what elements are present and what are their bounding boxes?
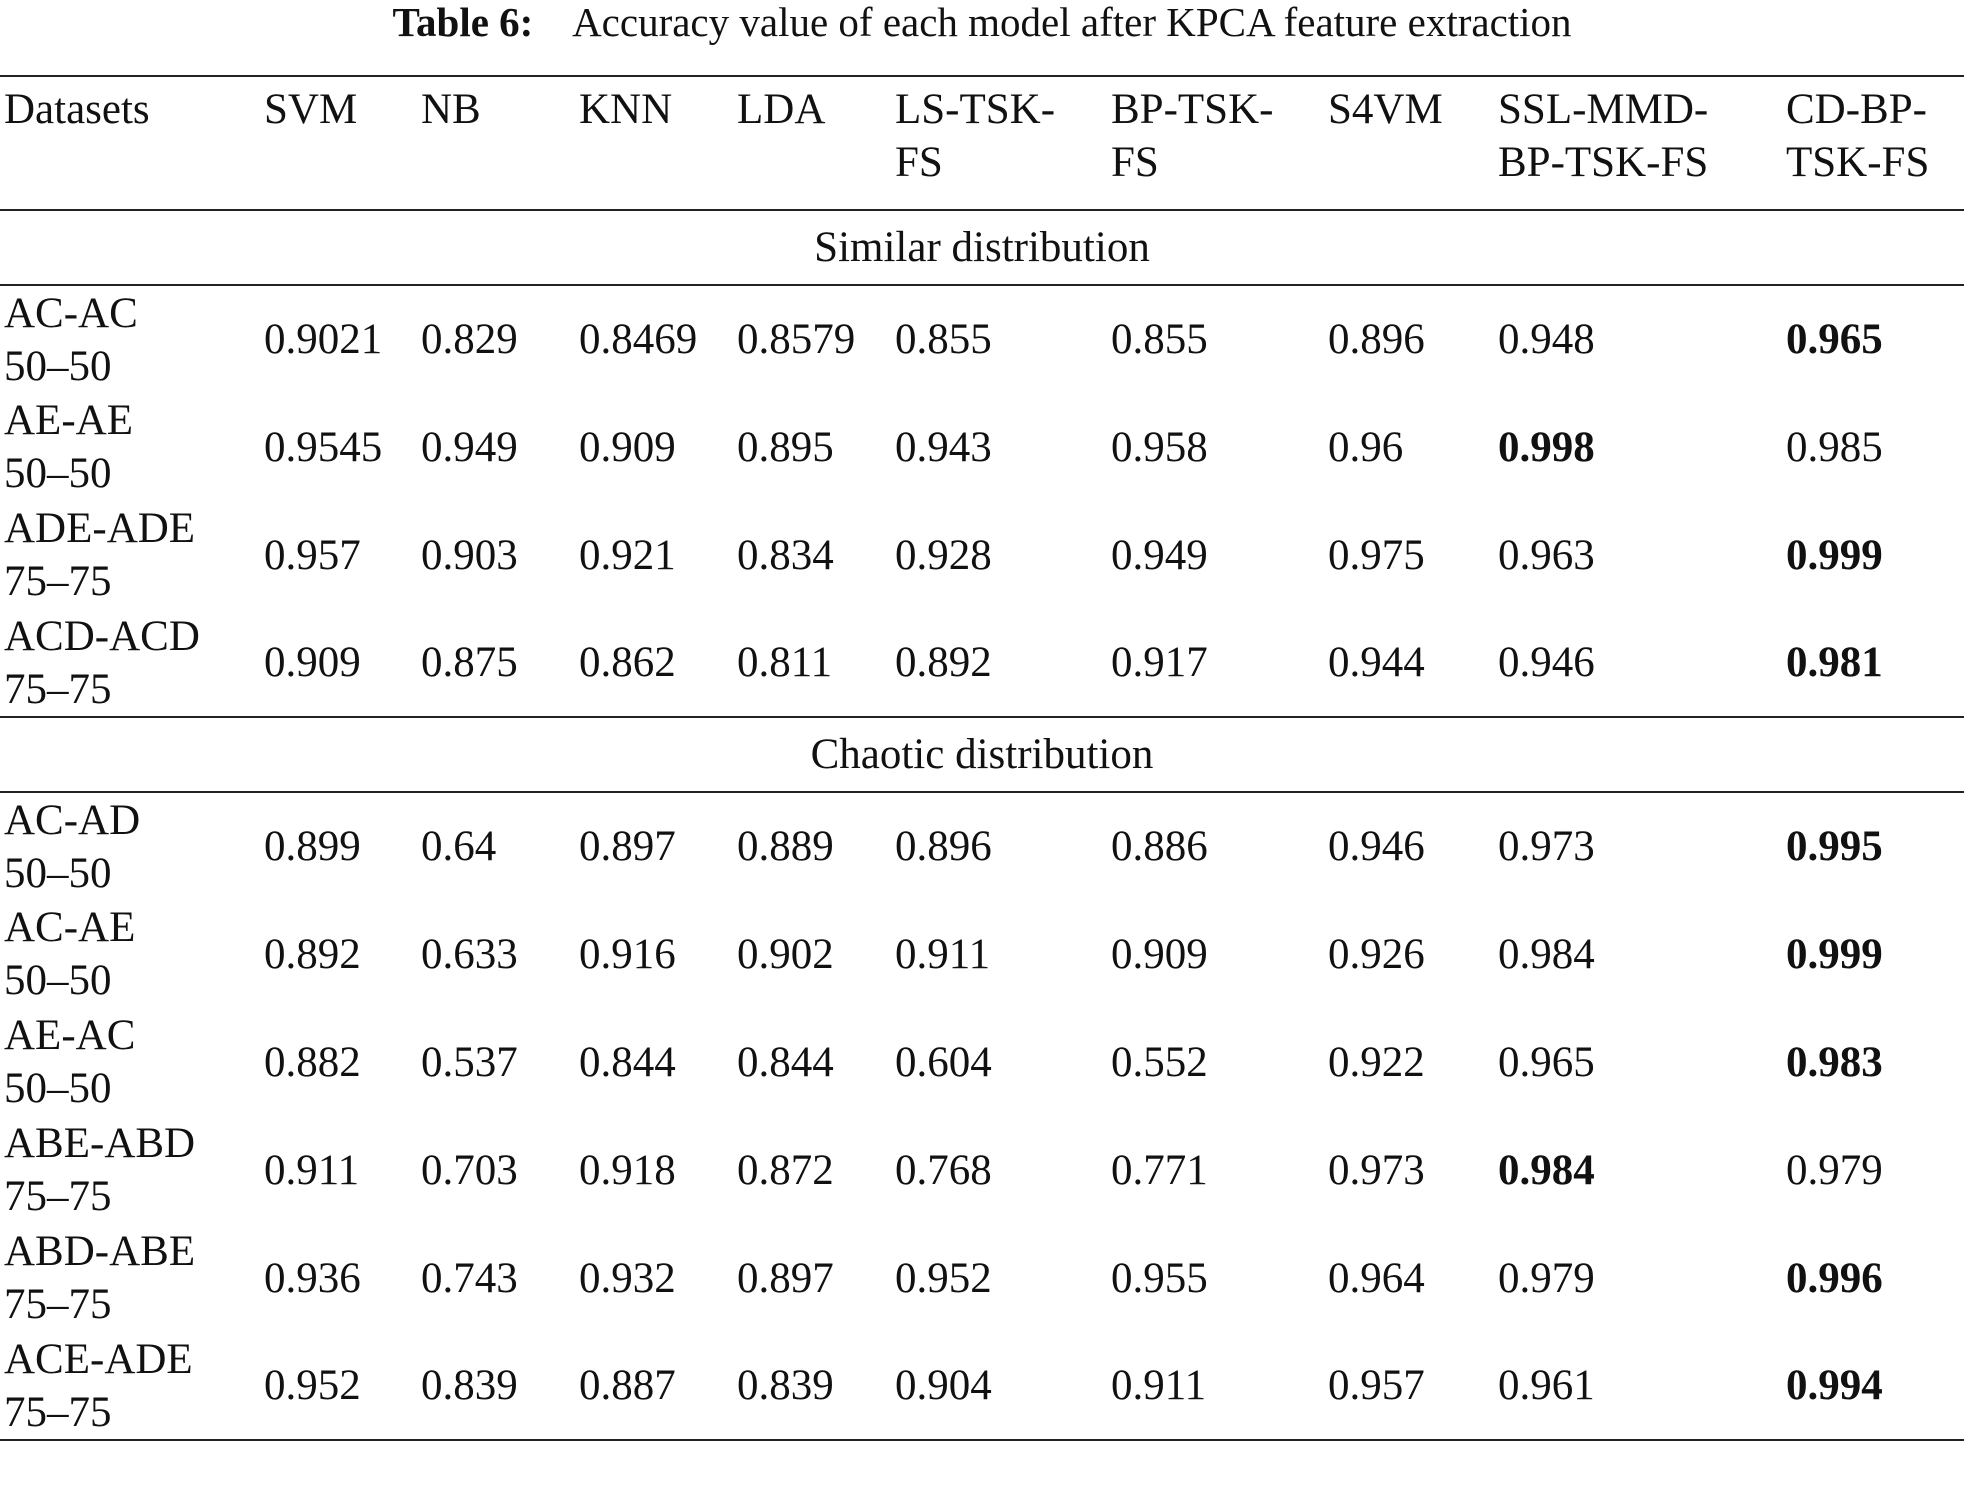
- value-cell: 0.902: [737, 930, 834, 978]
- table-row: [0, 1332, 1964, 1440]
- value-cell: 0.985: [1786, 423, 1883, 471]
- value-cell: 0.979: [1786, 1146, 1883, 1194]
- best-value-cell: 0.996: [1786, 1254, 1883, 1302]
- dataset-cell: [0, 501, 260, 609]
- value-cell: 0.922: [1328, 1038, 1425, 1086]
- dataset-line: 75–75: [4, 1173, 112, 1220]
- value-cell: 0.921: [579, 531, 676, 579]
- table-row: [0, 501, 1964, 609]
- value-cell: 0.537: [421, 1038, 518, 1086]
- value-cell: 0.839: [421, 1362, 518, 1409]
- dataset-line: 50–50: [4, 957, 112, 1004]
- value-cell: 0.911: [264, 1146, 360, 1194]
- value-cell: 0.872: [737, 1146, 834, 1194]
- value-cell: 0.984: [1498, 930, 1595, 978]
- value-cell: 0.9545: [264, 423, 383, 471]
- best-value-cell: 0.994: [1786, 1362, 1883, 1409]
- dataset-line: ACE-ADE: [4, 1335, 193, 1383]
- value-cell: 0.957: [1328, 1362, 1425, 1409]
- table-header: [0, 76, 1964, 210]
- dataset-line: 75–75: [4, 558, 112, 605]
- value-cell: 0.895: [737, 423, 834, 471]
- value-cell: 0.975: [1328, 531, 1425, 579]
- table-row: [0, 1116, 1964, 1224]
- value-cell: 0.903: [421, 531, 518, 579]
- table-row: [0, 792, 1964, 900]
- table-row: [0, 1224, 1964, 1332]
- value-cell: 0.855: [895, 316, 992, 363]
- table-row: [0, 393, 1964, 501]
- dataset-cell: [0, 1116, 260, 1224]
- column-header-line: NB: [421, 86, 481, 133]
- column-header-line: TSK-FS: [1786, 139, 1930, 186]
- value-cell: 0.844: [579, 1038, 676, 1086]
- value-cell: 0.949: [421, 423, 518, 471]
- value-cell: 0.9021: [264, 316, 383, 363]
- table-caption-text: Accuracy value of each model after KPCA feature extraction: [572, 0, 1572, 45]
- value-cell: 0.948: [1498, 316, 1595, 363]
- value-cell: 0.932: [579, 1254, 676, 1302]
- column-header-line: LS-TSK-: [895, 86, 1056, 133]
- best-value-cell: 0.999: [1786, 930, 1883, 978]
- value-cell: 0.811: [737, 639, 833, 686]
- value-cell: 0.955: [1111, 1254, 1208, 1302]
- value-cell: 0.633: [421, 930, 518, 978]
- column-header: [733, 76, 891, 210]
- value-cell: 0.946: [1328, 823, 1425, 870]
- dataset-cell: [0, 1332, 260, 1440]
- dataset-cell: [0, 1008, 260, 1116]
- table-caption-spacer: [544, 0, 565, 45]
- value-cell: 0.949: [1111, 531, 1208, 579]
- column-header-line: KNN: [579, 86, 673, 133]
- table-row: [0, 900, 1964, 1008]
- value-cell: 0.952: [895, 1254, 992, 1302]
- column-header-line: SSL-MMD-: [1498, 86, 1709, 133]
- dataset-cell: [0, 285, 260, 393]
- value-cell: 0.943: [895, 423, 992, 471]
- dataset-line: ABD-ABE: [4, 1228, 196, 1275]
- column-header: [1494, 76, 1782, 210]
- value-cell: 0.963: [1498, 531, 1595, 579]
- value-cell: 0.957: [264, 531, 361, 579]
- table-body: [0, 210, 1964, 1440]
- value-cell: 0.882: [264, 1038, 361, 1086]
- value-cell: 0.911: [1111, 1362, 1207, 1409]
- dataset-cell: [0, 609, 260, 717]
- dataset-cell: [0, 1224, 260, 1332]
- column-header: [1107, 76, 1324, 210]
- dataset-line: 50–50: [4, 450, 112, 497]
- value-cell: 0.892: [264, 930, 361, 978]
- value-cell: 0.862: [579, 639, 676, 686]
- value-cell: 0.897: [579, 823, 676, 870]
- section-title: Chaotic distribution: [810, 731, 1154, 778]
- value-cell: 0.768: [895, 1146, 992, 1194]
- value-cell: 0.771: [1111, 1146, 1208, 1194]
- column-header: [260, 76, 417, 210]
- value-cell: 0.552: [1111, 1038, 1208, 1086]
- value-cell: 0.973: [1498, 823, 1595, 870]
- value-cell: 0.96: [1328, 423, 1404, 471]
- table-row: [0, 1008, 1964, 1116]
- value-cell: 0.897: [737, 1254, 834, 1302]
- column-header-line: CD-BP-: [1786, 86, 1927, 133]
- dataset-line: ABE-ABD: [4, 1120, 196, 1167]
- column-header: [417, 76, 575, 210]
- column-header-line: FS: [895, 139, 943, 186]
- value-cell: 0.834: [737, 531, 834, 579]
- column-header-line: FS: [1111, 139, 1159, 186]
- value-cell: 0.892: [895, 639, 992, 686]
- value-cell: 0.889: [737, 823, 834, 870]
- value-cell: 0.909: [264, 639, 361, 686]
- dataset-line: 75–75: [4, 1388, 112, 1436]
- value-cell: 0.973: [1328, 1146, 1425, 1194]
- value-cell: 0.909: [1111, 930, 1208, 978]
- value-cell: 0.839: [737, 1362, 834, 1409]
- value-cell: 0.926: [1328, 930, 1425, 978]
- column-header: [891, 76, 1107, 210]
- dataset-line: AC-AC: [4, 289, 138, 337]
- value-cell: 0.703: [421, 1146, 518, 1194]
- best-value-cell: 0.984: [1498, 1146, 1595, 1194]
- value-cell: 0.899: [264, 823, 361, 870]
- accuracy-table: [0, 75, 1964, 1441]
- column-header: [1324, 76, 1494, 210]
- dataset-cell: [0, 393, 260, 501]
- value-cell: 0.904: [895, 1362, 992, 1409]
- column-header-line: SVM: [264, 86, 358, 133]
- header-row: [0, 76, 1964, 210]
- column-header: [575, 76, 733, 210]
- value-cell: 0.952: [264, 1362, 361, 1409]
- section-header-row: [0, 717, 1964, 792]
- value-cell: 0.928: [895, 531, 992, 579]
- column-header: [1782, 76, 1964, 210]
- value-cell: 0.855: [1111, 316, 1208, 363]
- value-cell: 0.8469: [579, 316, 698, 363]
- value-cell: 0.916: [579, 930, 676, 978]
- table-row: [0, 285, 1964, 393]
- dataset-cell: [0, 792, 260, 900]
- dataset-line: 50–50: [4, 849, 112, 897]
- value-cell: 0.743: [421, 1254, 518, 1302]
- value-cell: 0.887: [579, 1362, 676, 1409]
- value-cell: 0.875: [421, 639, 518, 686]
- column-header-line: BP-TSK-: [1111, 86, 1274, 133]
- column-header-line: LDA: [737, 86, 826, 133]
- value-cell: 0.909: [579, 423, 676, 471]
- value-cell: 0.64: [421, 823, 497, 870]
- value-cell: 0.844: [737, 1038, 834, 1086]
- value-cell: 0.979: [1498, 1254, 1595, 1302]
- section-title: Similar distribution: [814, 224, 1150, 271]
- dataset-line: ADE-ADE: [4, 505, 196, 552]
- value-cell: 0.964: [1328, 1254, 1425, 1302]
- value-cell: 0.946: [1498, 639, 1595, 686]
- value-cell: 0.8579: [737, 316, 856, 363]
- table-caption-label: Table 6:: [392, 0, 534, 45]
- value-cell: 0.886: [1111, 823, 1208, 870]
- table-row: [0, 609, 1964, 717]
- value-cell: 0.958: [1111, 423, 1208, 471]
- dataset-line: ACD-ACD: [4, 612, 200, 660]
- value-cell: 0.896: [895, 823, 992, 870]
- section-header-row: [0, 210, 1964, 285]
- best-value-cell: 0.981: [1786, 639, 1883, 686]
- dataset-line: AC-AD: [4, 796, 141, 844]
- best-value-cell: 0.999: [1786, 531, 1883, 579]
- value-cell: 0.911: [895, 930, 991, 978]
- column-header-line: BP-TSK-FS: [1498, 139, 1709, 186]
- dataset-line: AE-AE: [4, 397, 133, 444]
- column-header: [0, 76, 260, 210]
- value-cell: 0.917: [1111, 639, 1208, 686]
- dataset-cell: [0, 900, 260, 1008]
- best-value-cell: 0.965: [1786, 316, 1883, 363]
- value-cell: 0.961: [1498, 1362, 1595, 1409]
- dataset-line: 50–50: [4, 342, 112, 390]
- value-cell: 0.918: [579, 1146, 676, 1194]
- column-header-line: S4VM: [1328, 86, 1443, 133]
- dataset-line: AC-AE: [4, 904, 136, 951]
- table-caption: [0, 0, 1964, 44]
- dataset-line: 75–75: [4, 1281, 112, 1328]
- dataset-line: 75–75: [4, 665, 112, 713]
- dataset-line: 50–50: [4, 1065, 112, 1112]
- value-cell: 0.944: [1328, 639, 1425, 686]
- column-header-line: Datasets: [4, 86, 150, 133]
- value-cell: 0.936: [264, 1254, 361, 1302]
- value-cell: 0.604: [895, 1038, 992, 1086]
- dataset-line: AE-AC: [4, 1012, 136, 1059]
- value-cell: 0.896: [1328, 316, 1425, 363]
- value-cell: 0.965: [1498, 1038, 1595, 1086]
- best-value-cell: 0.995: [1786, 823, 1883, 870]
- best-value-cell: 0.983: [1786, 1038, 1883, 1086]
- value-cell: 0.829: [421, 316, 518, 363]
- best-value-cell: 0.998: [1498, 423, 1595, 471]
